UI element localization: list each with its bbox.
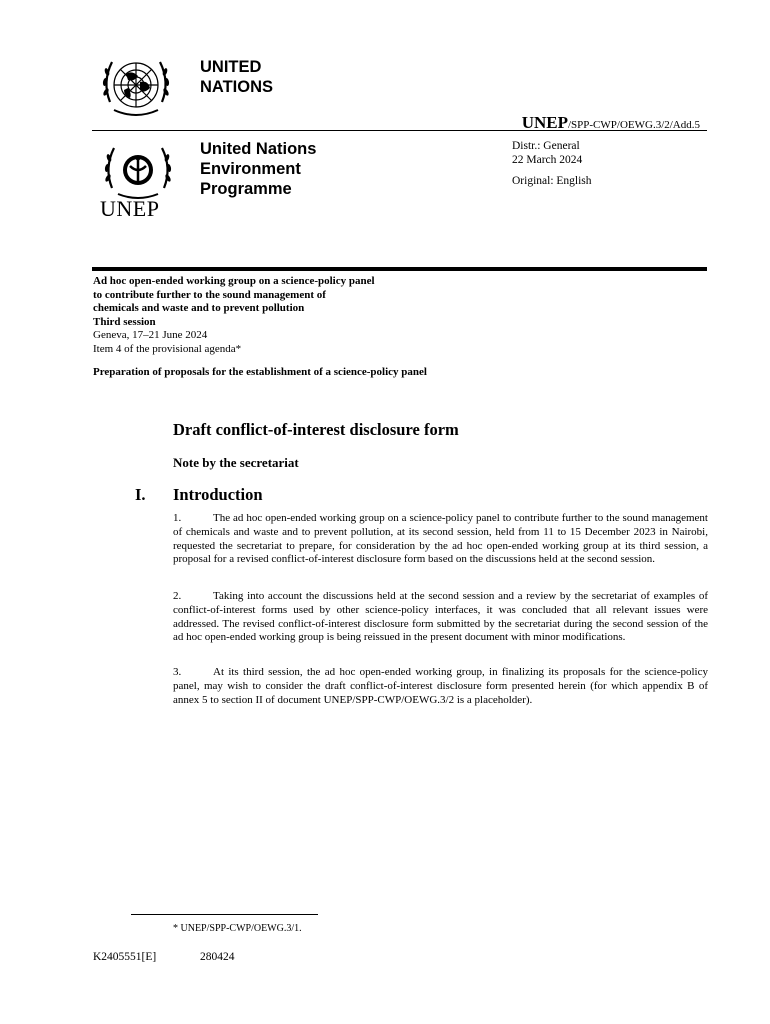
- paragraph-number: 1.: [173, 512, 182, 524]
- paragraph-text: Taking into account the discussions held at the second session and a review by the secretariat of examples of conflict-of-interest forms used by other science-policy interfaces, it was concluded that all relevant issues were addressed. The revised conflict-of-interest disclosure form submitted by the secretariat during the second session of the ad hoc open-ended working group is being reissued in the present document with minor modifications.: [173, 590, 708, 644]
- job-date: 280424: [200, 951, 235, 963]
- un-emblem-icon: [96, 52, 176, 122]
- thick-divider: [92, 267, 707, 271]
- header-divider: [92, 130, 707, 131]
- symbol-suffix: /SPP-CWP/OEWG.3/2/Add.5: [567, 119, 700, 131]
- paragraph: [173, 512, 708, 567]
- paragraph: [173, 666, 708, 707]
- issue-date: 22 March 2024: [512, 154, 583, 166]
- meeting-line-3: chemicals and waste and to prevent pollution: [93, 302, 305, 315]
- section-number: I.: [135, 485, 146, 504]
- un-name: [200, 57, 273, 97]
- paragraph: [173, 590, 708, 645]
- paragraph-number: 2.: [173, 590, 182, 602]
- original-language: Original: English: [512, 175, 592, 187]
- un-name-line-1: UNITED: [200, 58, 262, 76]
- paragraph-text: The ad hoc open-ended working group on a science-policy panel to contribute further to the sound management of chemicals and waste and to prevent pollution, at its second session, held from 11 to 15 December 2023 in Nairobi, requested the secretariat to prepare, for consideration by the ad hoc open-ended working group at its third session, a proposal for a revised conflict-of-interest disclosure form based on the discussions held at the second session.: [173, 512, 708, 566]
- paragraph-number: 3.: [173, 666, 182, 678]
- session: Third session: [93, 315, 156, 328]
- distribution-info: [512, 139, 582, 167]
- section-title: Introduction: [173, 485, 263, 504]
- document-subtitle: Note by the secretariat: [173, 455, 299, 470]
- paragraph-text: At its third session, the ad hoc open-ended working group, in finalizing its proposals for the science-policy panel, may wish to consider the draft conflict-of-interest disclosure form presented herein (for which appendix B of annex 5 to section II of document UNEP/SPP-CWP/OEWG.3/2 is a placeholder).: [173, 666, 708, 706]
- unep-name-line-1: United Nations: [200, 140, 317, 158]
- unep-logo-wordmark: UNEP: [100, 196, 160, 221]
- agenda-item: Item 4 of the provisional agenda*: [93, 342, 242, 355]
- agenda-item-title: Preparation of proposals for the establishment of a science-policy panel: [93, 366, 427, 378]
- unep-name: [200, 139, 316, 199]
- unep-name-line-3: Programme: [200, 180, 292, 198]
- distribution: Distr.: General: [512, 140, 580, 152]
- footnote: * UNEP/SPP-CWP/OEWG.3/1.: [173, 923, 302, 934]
- unep-name-line-2: Environment: [200, 160, 301, 178]
- job-number: K2405551[E]: [93, 951, 157, 963]
- un-name-line-2: NATIONS: [200, 78, 274, 96]
- meeting-line-2: to contribute further to the sound management of: [93, 288, 326, 301]
- footnote-divider: [131, 914, 318, 915]
- venue-dates: Geneva, 17–21 June 2024: [93, 329, 208, 342]
- symbol-prefix: UNEP: [521, 113, 568, 132]
- document-title: Draft conflict-of-interest disclosure form: [173, 420, 459, 439]
- meeting-info: [93, 275, 473, 357]
- meeting-line-1: Ad hoc open-ended working group on a science-policy panel: [93, 275, 375, 287]
